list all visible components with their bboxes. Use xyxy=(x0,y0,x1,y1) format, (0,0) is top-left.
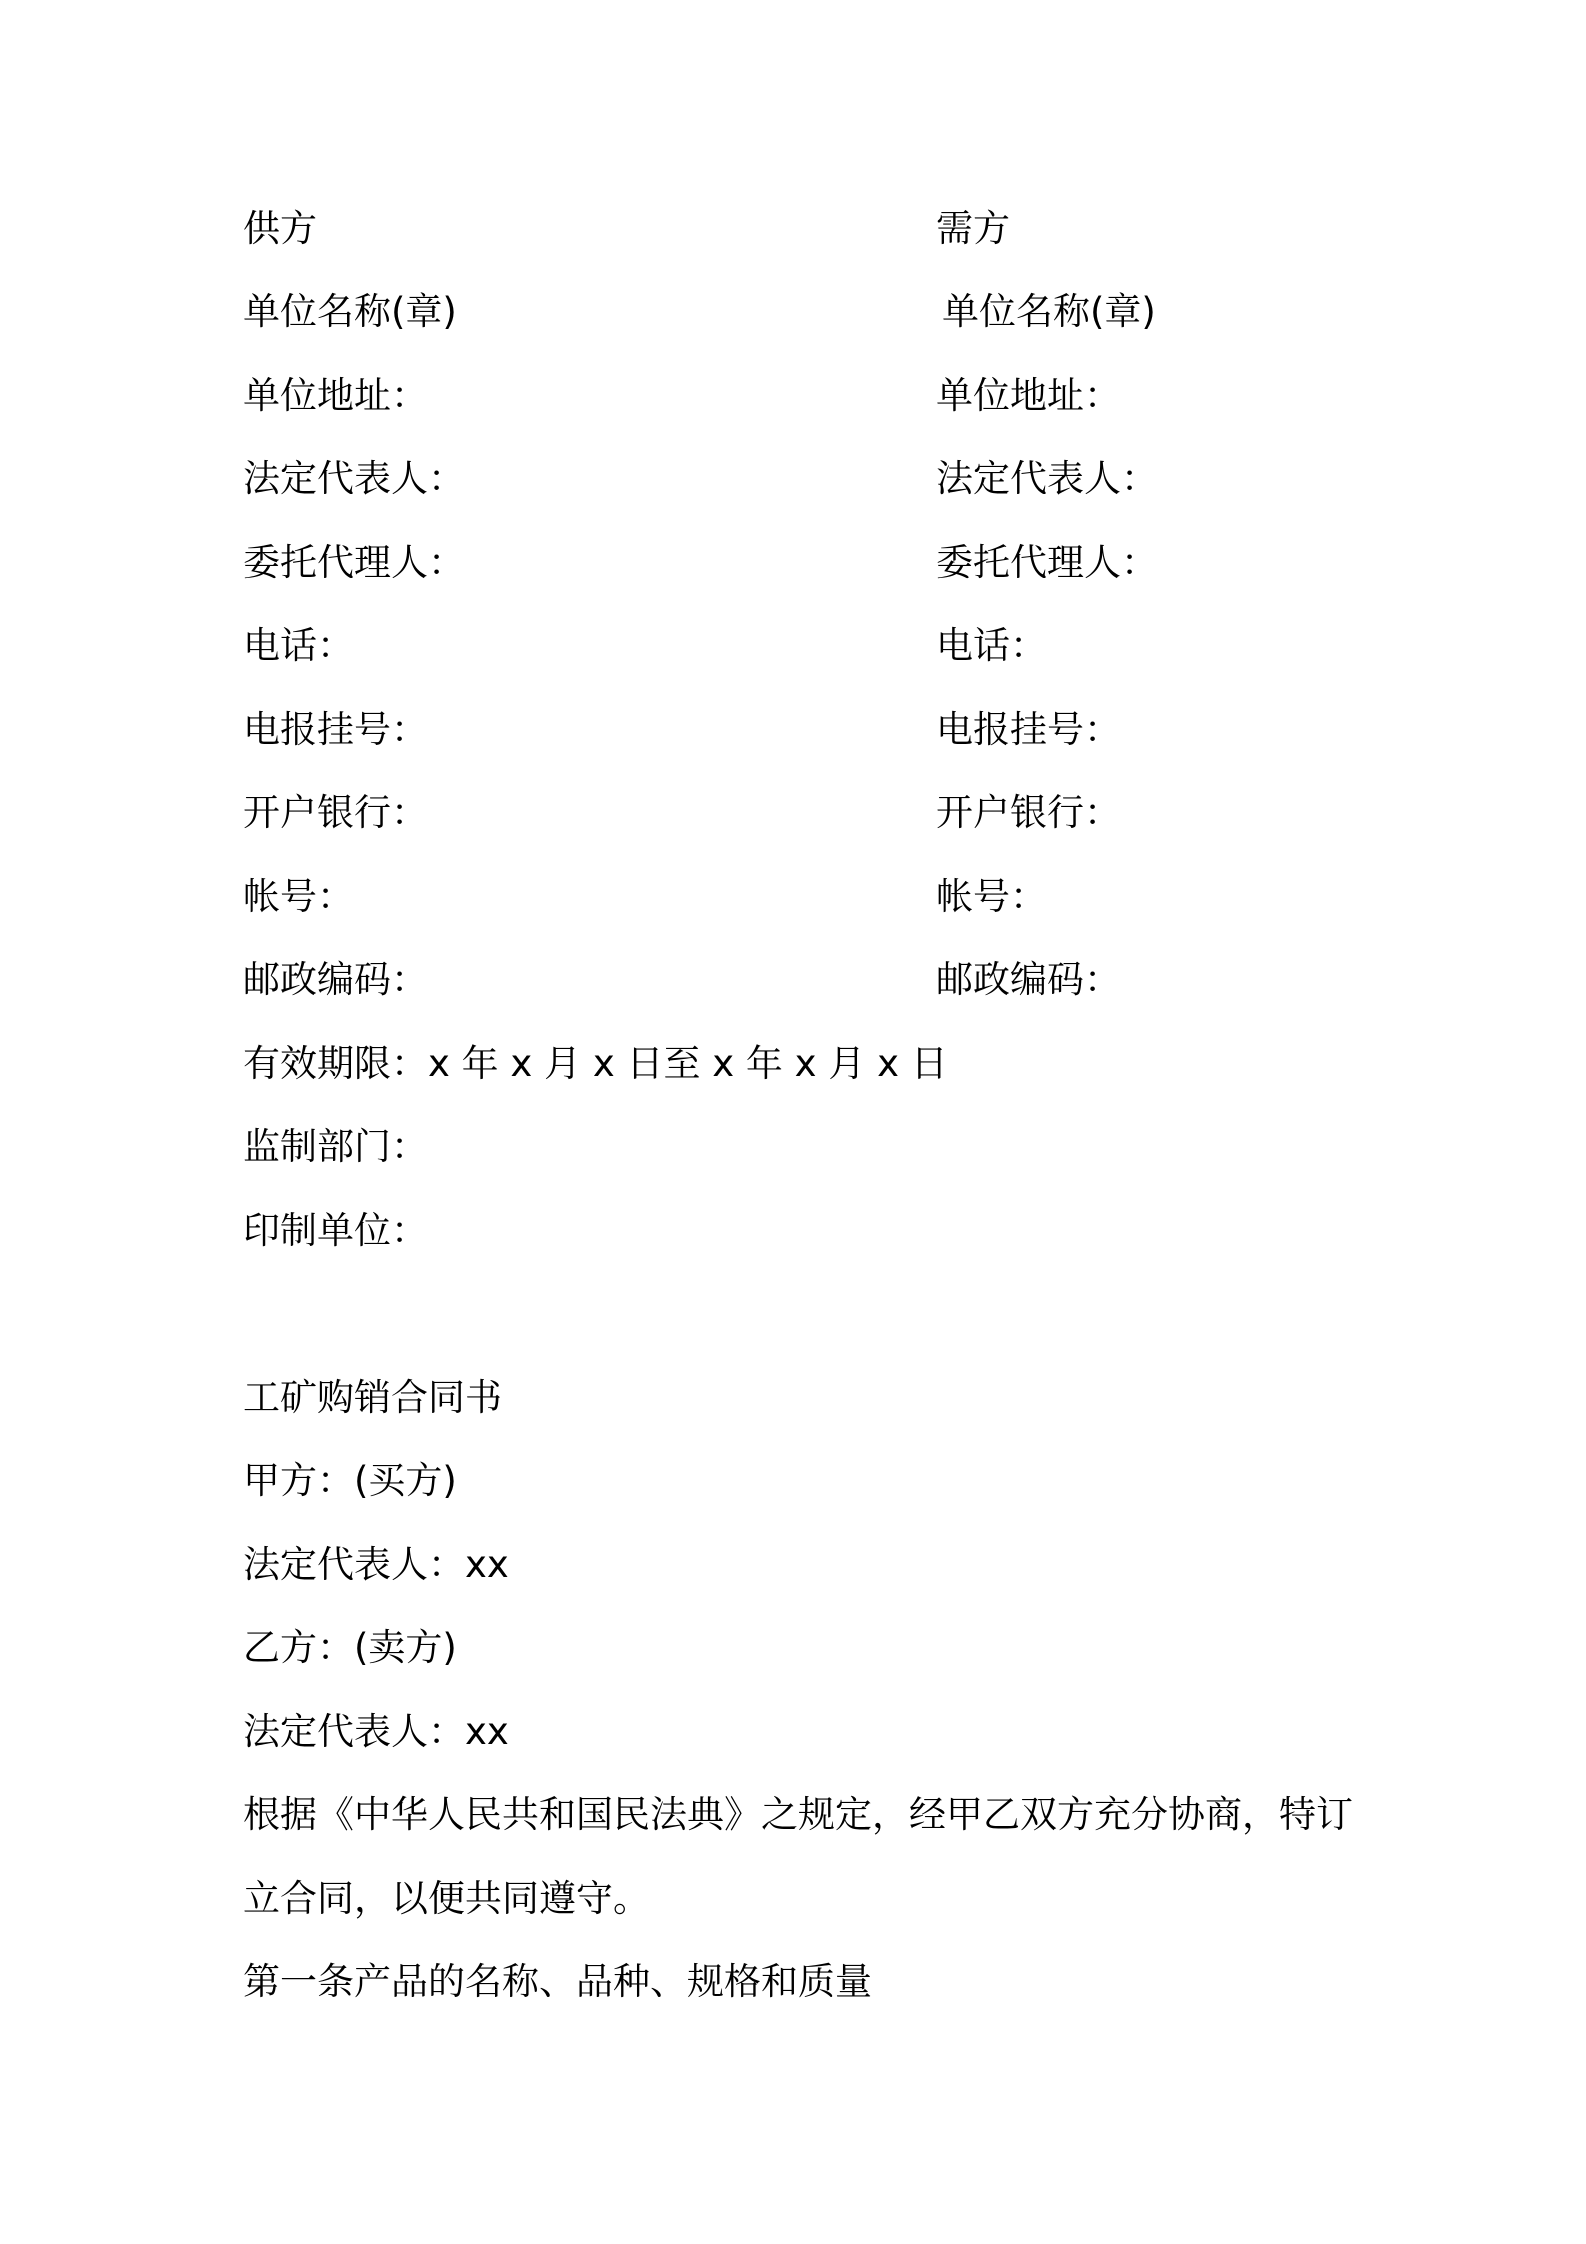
party-a: 甲方：(买方) xyxy=(243,1459,457,1502)
buyer-field-account: 帐号： xyxy=(936,875,1047,918)
party-a-legal-rep: 法定代表人：xx xyxy=(243,1543,509,1586)
supplier-field-telegraph: 电报挂号： xyxy=(243,708,428,751)
supplier-field-bank: 开户银行： xyxy=(243,791,428,834)
buyer-heading: 需方 xyxy=(936,207,1010,250)
party-b: 乙方：(卖方) xyxy=(243,1626,457,1669)
printing-unit: 印制单位： xyxy=(243,1209,428,1252)
buyer-field-company-name: 单位名称(章) xyxy=(942,290,1156,333)
supplier-field-postcode: 邮政编码： xyxy=(243,958,428,1001)
article-1-heading: 第一条产品的名称、品种、规格和质量 xyxy=(243,1960,872,2003)
contract-title: 工矿购销合同书 xyxy=(243,1376,502,1419)
preamble-line-2: 立合同，以便共同遵守。 xyxy=(243,1877,650,1920)
buyer-field-phone: 电话： xyxy=(936,624,1047,667)
buyer-field-postcode: 邮政编码： xyxy=(936,958,1121,1001)
supplier-field-phone: 电话： xyxy=(243,624,354,667)
supplier-field-account: 帐号： xyxy=(243,875,354,918)
validity-period: 有效期限：x 年 x 月 x 日至 x 年 x 月 x 日 xyxy=(243,1042,948,1085)
supplier-field-agent: 委托代理人： xyxy=(243,541,465,584)
supervising-department: 监制部门： xyxy=(243,1125,428,1168)
party-b-legal-rep: 法定代表人：xx xyxy=(243,1710,509,1753)
buyer-field-legal-rep: 法定代表人： xyxy=(936,457,1158,500)
preamble-line-1: 根据《中华人民共和国民法典》之规定，经甲乙双方充分协商，特订 xyxy=(243,1793,1353,1836)
buyer-field-address: 单位地址： xyxy=(936,374,1121,417)
supplier-heading: 供方 xyxy=(243,207,317,250)
supplier-field-legal-rep: 法定代表人： xyxy=(243,457,465,500)
buyer-field-telegraph: 电报挂号： xyxy=(936,708,1121,751)
buyer-field-bank: 开户银行： xyxy=(936,791,1121,834)
supplier-field-company-name: 单位名称(章) xyxy=(243,290,457,333)
supplier-field-address: 单位地址： xyxy=(243,374,428,417)
buyer-field-agent: 委托代理人： xyxy=(936,541,1158,584)
